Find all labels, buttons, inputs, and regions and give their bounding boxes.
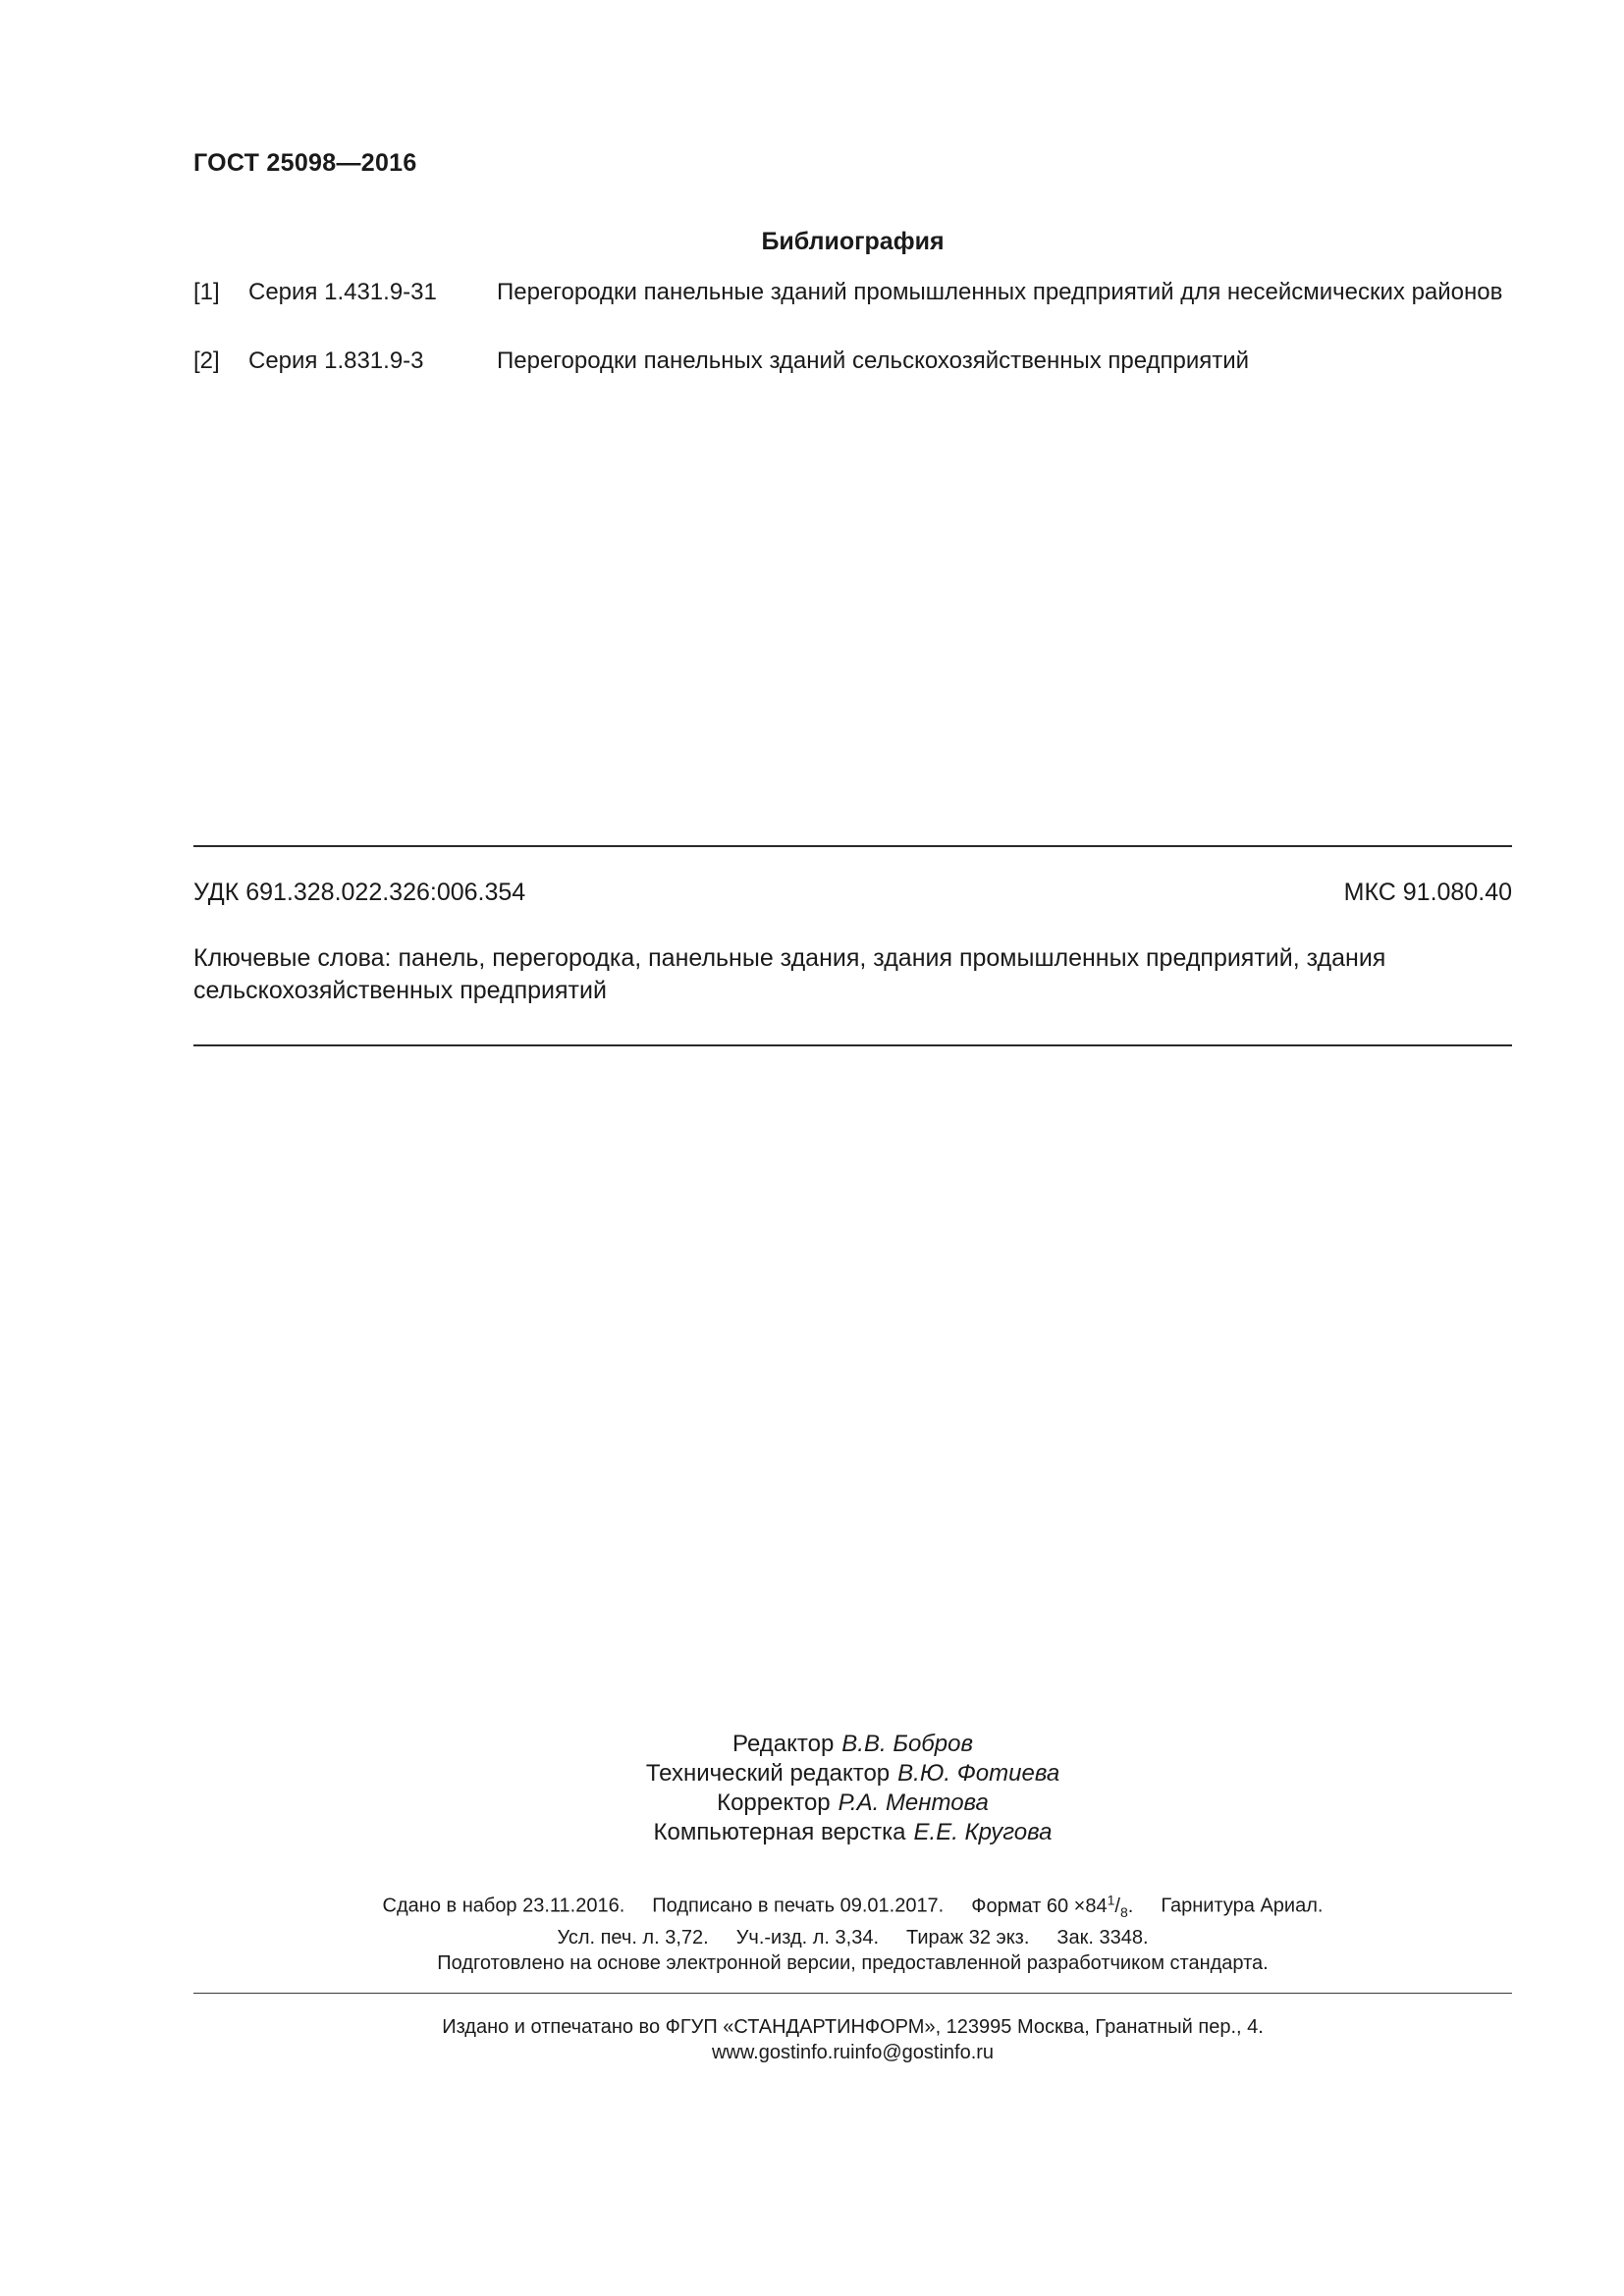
- entry-series: Серия 1.831.9-3: [248, 347, 424, 374]
- divider-publisher: [193, 1993, 1512, 1994]
- divider-top: [193, 845, 1512, 847]
- imprint-block: [193, 1887, 1512, 1976]
- keywords: Ключевые слова: панель, перегородка, панельные здания, здания промышленных предприятий, здания сельскохозяйственных предприятий: [193, 944, 1386, 1004]
- publisher-line: Издано и отпечатано во ФГУП «СТАНДАРТИНФОРМ», 123995 Москва, Гранатный пер., 4.: [442, 2016, 1264, 2038]
- credit-tech-editor: Технический редактор В.Ю. Фотиева: [645, 1760, 1060, 1787]
- imprint-line-1: Сдано в набор 23.11.2016. Подписано в печать 09.01.2017. Формат $60 \times 84^1/_8$. Гарнитура Ариал.: [382, 1892, 1324, 1920]
- bibliography-title: Библиография: [761, 228, 945, 255]
- imprint-line-3: Подготовлено на основе электронной версии, предоставленной разработчиком стандарта.: [437, 1951, 1269, 1974]
- email-link[interactable]: info@gostinfo.ru: [850, 2042, 995, 2063]
- bibliography-entry: [193, 346, 1512, 376]
- document-id: ГОСТ 25098—2016: [193, 149, 417, 177]
- entry-series: Серия 1.431.9-31: [248, 279, 437, 305]
- website-link[interactable]: www.gostinfo.ru: [711, 2042, 851, 2063]
- publisher-block: [193, 2014, 1512, 2065]
- format: Формат $60 \times 84^1/_8$.: [971, 1892, 1134, 1920]
- entry-number: [2]: [193, 347, 220, 374]
- udk-code: УДК 691.328.022.326:006.354: [193, 879, 526, 906]
- credits-block: [193, 1730, 1512, 1847]
- publisher-contacts: [193, 2040, 1512, 2065]
- credit-layout: Компьютерная верстка Е.Е. Кругова: [653, 1819, 1053, 1845]
- credit-editor: Редактор В.В. Бобров: [731, 1731, 974, 1757]
- entry-number: [1]: [193, 279, 220, 305]
- imprint-line-2: Усл. печ. л. 3,72. Уч.-изд. л. 3,34. Тираж 32 экз. Зак. 3348.: [557, 1926, 1149, 1949]
- entry-text: Перегородки панельные зданий промышленных предприятий для несейсмических районов: [497, 279, 1503, 305]
- entry-text: Перегородки панельных зданий сельскохозяйственных предприятий: [497, 347, 1250, 374]
- mks-code: МКС 91.080.40: [1343, 879, 1512, 906]
- credit-proofreader: Корректор Р.А. Ментова: [717, 1789, 989, 1816]
- bibliography-entry: [193, 277, 1512, 338]
- divider-bottom: [193, 1044, 1512, 1046]
